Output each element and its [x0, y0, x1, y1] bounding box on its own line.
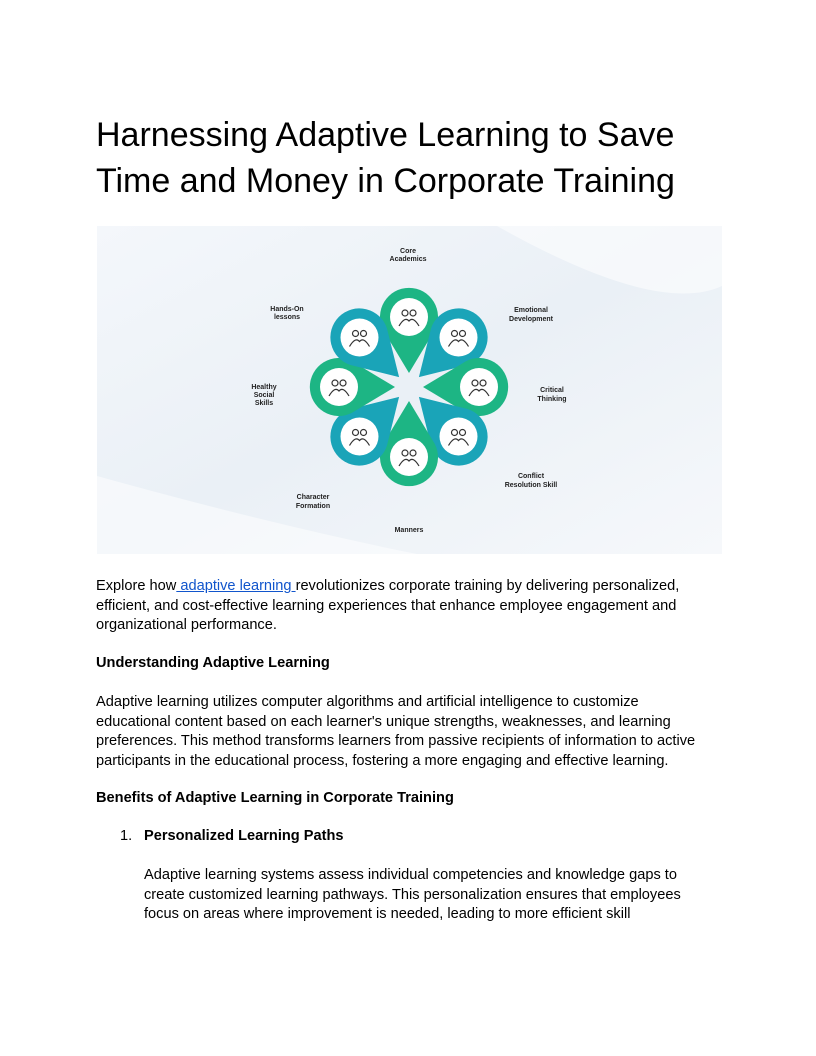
section-heading-benefits: Benefits of Adaptive Learning in Corporate Training: [96, 790, 454, 806]
label-social-1: Healthy: [251, 384, 277, 391]
list-item-body: Adaptive learning systems assess individual competencies and knowledge gaps to create customized learning pathways. This personalization ensures that employees focus on areas where improvement is needed, leading to more efficient skill: [144, 867, 681, 922]
intro-paragraph: [96, 577, 716, 636]
label-character-1: Character: [296, 494, 330, 501]
petal-emotional-development-inner: [439, 319, 477, 357]
petal-core-academics-inner: [390, 298, 428, 336]
label-core-2: Academics: [389, 256, 427, 263]
adaptive-learning-link[interactable]: adaptive learning: [176, 578, 296, 594]
label-handson-1: Hands-On: [270, 306, 304, 313]
label-handson-2: lessons: [273, 314, 301, 321]
petal-healthy-social-skills-inner: [320, 368, 358, 406]
petal-hands-on-lessons-inner: [341, 319, 379, 357]
label-critical-2: Thinking: [537, 396, 567, 403]
petal-conflict-resolution-inner: [439, 417, 477, 455]
adaptive-learning-infographic: [97, 226, 722, 554]
page-title: Harnessing Adaptive Learning to Save Time and Money in Corporate Training: [96, 116, 675, 200]
label-critical-1: Critical: [540, 387, 564, 394]
label-conflict-1: Conflict: [517, 473, 545, 480]
intro-prefix: Explore how: [96, 578, 177, 594]
label-character-2: Formation: [295, 503, 331, 510]
label-manners: Manners: [394, 527, 424, 534]
label-core-1: Core: [400, 248, 416, 255]
label-conflict-2: Resolution Skill: [504, 482, 558, 489]
label-social-2: Social: [253, 392, 275, 399]
petal-critical-thinking-inner: [460, 368, 498, 406]
intro-suffix: revolutionizes corporate training by delivering personalized, efficient, and cost-effective learning experiences that enhance employee engagement and organizational performance.: [96, 578, 680, 633]
section-heading-understanding: Understanding Adaptive Learning: [96, 655, 330, 671]
label-emotional-1: Emotional: [514, 307, 548, 314]
petal-manners-inner: [390, 438, 428, 476]
section-body-understanding: Adaptive learning utilizes computer algorithms and artificial intelligence to customize educational content based on each learner's unique strengths, weaknesses, and learning preferences. This method transforms learners from passive recipients of information to active participants in the educational process, fostering a more engaging and effective learning.: [96, 694, 696, 769]
label-social-3: Skills: [254, 400, 274, 407]
list-item-title: Personalized Learning Paths: [144, 828, 344, 844]
petal-character-formation-inner: [341, 417, 379, 455]
label-emotional-2: Development: [509, 316, 553, 323]
list-item-number: 1.: [120, 828, 133, 844]
